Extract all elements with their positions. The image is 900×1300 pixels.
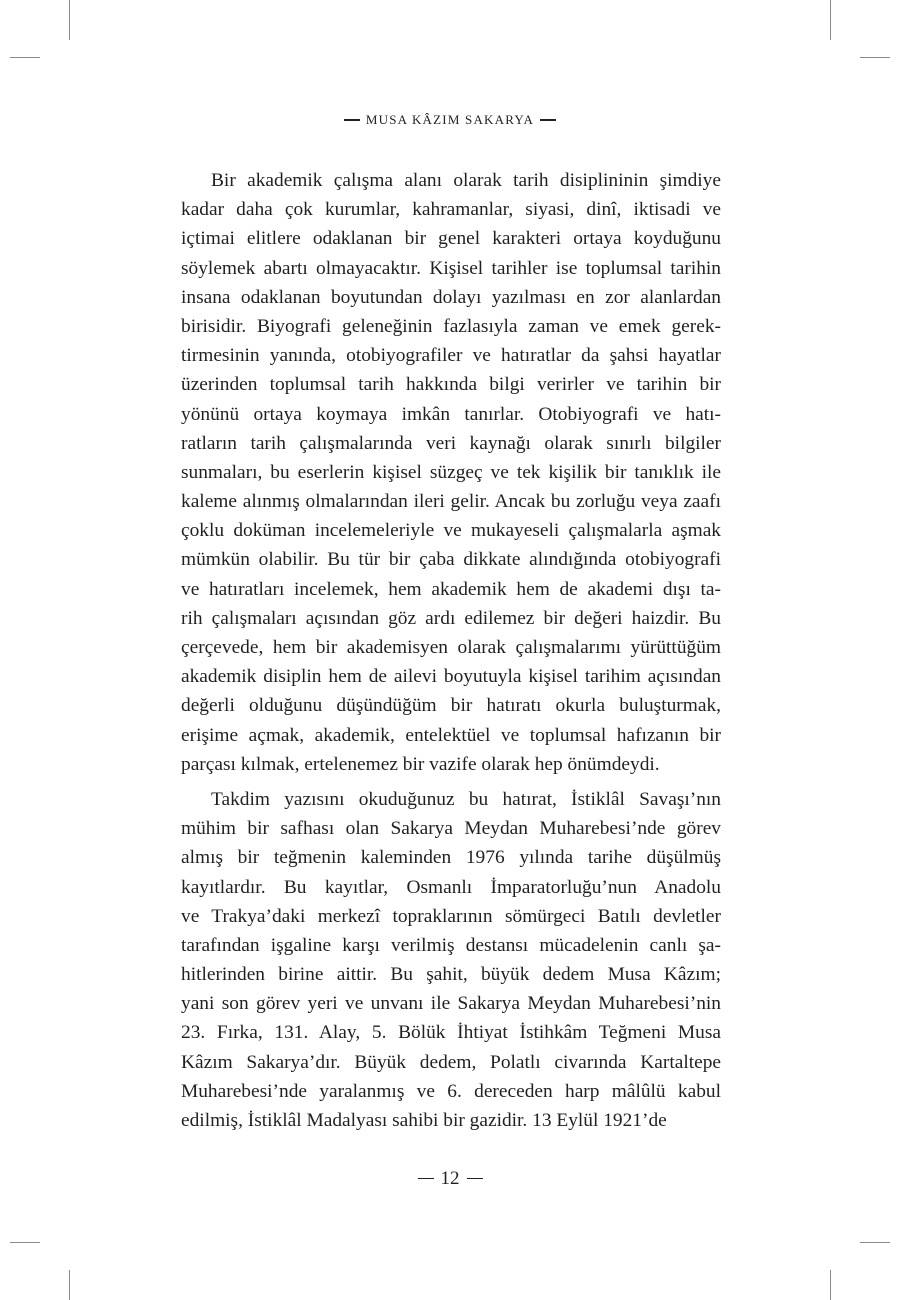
text-line: akademik disiplin hem de ailevi boyutuyla kişisel tarihim açısından	[181, 666, 721, 688]
crop-mark-bottom-right	[830, 1270, 831, 1300]
folio-dash-left	[418, 1178, 434, 1180]
text-line: tirmesinin yanında, otobiyografiler ve hatıratlar da şahsi hayatlar	[181, 345, 721, 367]
folio-dash-right	[467, 1178, 483, 1180]
text-line: almış bir teğmenin kaleminden 1976 yılında tarihe düşülmüş	[181, 847, 721, 869]
text-line: erişime açmak, akademik, entelektüel ve toplumsal hafızanın bir	[181, 724, 721, 746]
text-line: tarafından işgaline karşı verilmiş destansı mücadelenin canlı şa-	[181, 934, 721, 956]
crop-mark-top-left	[69, 0, 70, 40]
running-header	[0, 112, 900, 128]
text-line: hitlerinden birine aittir. Bu şahit, büyük dedem Musa Kâzım;	[181, 964, 721, 986]
crop-mark-left-lower	[10, 1242, 40, 1243]
text-line: edilmiş, İstiklâl Madalyası sahibi bir gazidir. 13 Eylül 1921’de	[181, 1110, 667, 1131]
text-line: içtimai elitlere odaklanan bir genel karakteri ortaya koyduğunu	[181, 228, 721, 250]
text-line: rih çalışmaları açısından göz ardı edilemez bir değeri haizdir. Bu	[181, 607, 721, 629]
text-line: parçası kılmak, ertelenemez bir vazife olarak hep önümdeydi.	[181, 753, 660, 775]
page-folio	[0, 1168, 900, 1190]
text-line: Kâzım Sakarya’dır. Büyük dedem, Polatlı civarında Kartaltepe	[181, 1051, 721, 1073]
text-line: sunmaları, bu eserlerin kişisel süzgeç ve tek kişilik bir tanıklık ile	[181, 461, 721, 483]
text-line: ve hatıratları incelemek, hem akademik hem de akademi dışı ta-	[181, 578, 721, 600]
text-line: değerli olduğunu düşündüğüm bir hatıratı okurla buluşturmak,	[181, 695, 721, 717]
text-line: çerçevede, hem bir akademisyen olarak çalışmalarımı yürüttüğüm	[181, 637, 721, 658]
text-line: Bir akademik çalışma alanı olarak tarih disiplininin şimdiye	[211, 170, 721, 191]
crop-mark-right-lower	[860, 1242, 890, 1243]
body-text	[181, 166, 721, 1135]
text-line: yönünü ortaya koymaya imkân tanırlar. Otobiyografi ve hatı-	[181, 403, 721, 425]
text-line: söylemek abartı olmayacaktır. Kişisel tarihler ise toplumsal tarihin	[181, 257, 721, 279]
paragraph-1	[181, 166, 721, 779]
crop-mark-right-upper	[860, 57, 890, 58]
text-line: insana odaklanan boyutundan dolayı yazılması en zor alanlardan	[181, 286, 721, 308]
text-line: mühim bir safhası olan Sakarya Meydan Muharebesi’nde görev	[181, 818, 721, 840]
text-line: çoklu doküman incelemeleriyle ve mukayeseli çalışmalarla aşmak	[181, 520, 721, 542]
crop-mark-left-upper	[10, 57, 40, 58]
text-line: kaleme alınmış olmalarından ileri gelir. Ancak bu zorluğu veya zaafı	[181, 491, 721, 513]
text-line: kadar daha çok kurumlar, kahramanlar, siyasi, dinî, iktisadi ve	[181, 199, 721, 221]
text-line: kayıtlardır. Bu kayıtlar, Osmanlı İmparatorluğu’nun Anadolu	[181, 876, 721, 898]
header-dash-right	[540, 119, 556, 121]
page-number: 12	[440, 1168, 460, 1189]
text-line: yani son görev yeri ve unvanı ile Sakarya Meydan Muharebesi’nin	[181, 993, 721, 1015]
text-line: ve Trakya’daki merkezî topraklarının sömürgeci Batılı devletler	[181, 905, 721, 927]
text-line: 23. Fırka, 131. Alay, 5. Bölük İhtiyat İstihkâm Teğmeni Musa	[181, 1022, 721, 1044]
text-line: üzerinden toplumsal tarih hakkında bilgi verirler ve tarihin bir	[181, 374, 721, 396]
running-title: MUSA KÂZIM SAKARYA	[365, 112, 535, 127]
header-dash-left	[344, 119, 360, 121]
crop-mark-top-right	[830, 0, 831, 40]
text-line: Takdim yazısını okuduğunuz bu hatırat, İstiklâl Savaşı’nın	[211, 788, 721, 810]
crop-mark-bottom-left	[69, 1270, 70, 1300]
paragraph-2	[181, 785, 721, 1135]
text-line: ratların tarih çalışmalarında veri kaynağı olarak sınırlı bilgiler	[181, 432, 721, 454]
text-line: mümkün olabilir. Bu tür bir çaba dikkate alındığında otobiyografi	[181, 549, 721, 571]
text-line: Muharebesi’nde yaralanmış ve 6. dereceden harp mâlûlü kabul	[181, 1080, 721, 1102]
text-line: birisidir. Biyografi geleneğinin fazlasıyla zaman ve emek gerek-	[181, 315, 721, 337]
